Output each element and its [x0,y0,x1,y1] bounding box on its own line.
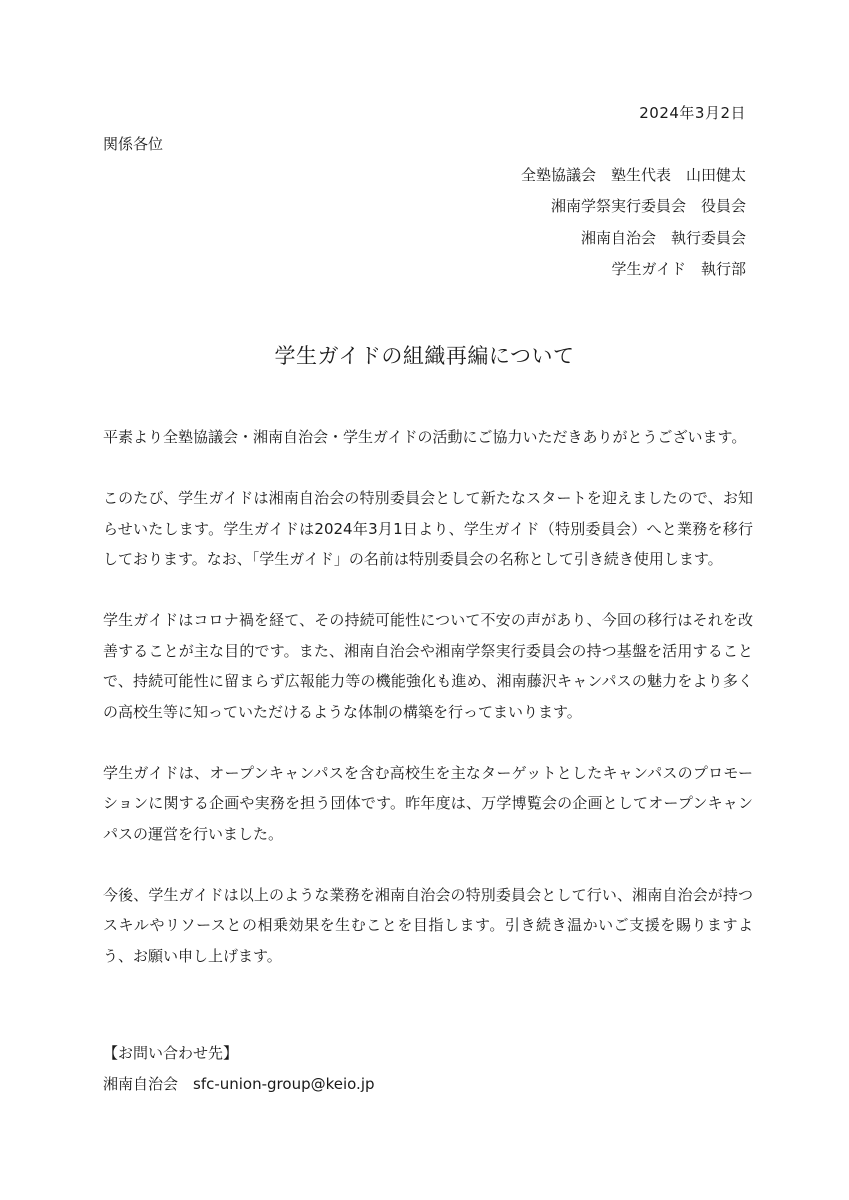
contact-heading: 【お問い合わせ先】 [103,1044,239,1062]
body-paragraph: 平素より全塾協議会・湘南自治会・学生ガイドの活動にご協力いただきありがとうございます。 [103,428,747,446]
sender-line: 全塾協議会 塾生代表 山田健太 [520,166,746,184]
body-paragraph: 学生ガイドは、オープンキャンパスを含む高校生を主なターゲットとしたキャンパスのプロモーションに関する企画や実務を担う団体です。昨年度は、万学博覧会の企画としてオープンキャンパスの運営を行いました。 [103,763,753,843]
document-date: 2024年3月2日 [639,104,746,122]
sender-line: 学生ガイド 執行部 [611,259,746,278]
contact-email-line[interactable]: 湘南自治会 sfc-union-group@keio.jp [103,1075,375,1093]
body-paragraph: このたび、学生ガイドは湘南自治会の特別委員会として新たなスタートを迎えましたので、お知らせいたします。学生ガイドは2024年3月1日より、学生ガイド（特別委員会）へと業務を移行しております。なお、「学生ガイド」の名前は特別委員会の名称として引き続き使用します。 [103,489,753,568]
document-body [103,422,753,1002]
contact-section [103,1038,375,1100]
addressee: 関係各位 [103,135,164,153]
body-paragraph: 今後、学生ガイドは以上のような業務を湘南自治会の特別委員会として行い、湘南自治会が持つスキルやリソースとの相乗効果を生むことを目指します。引き続き温かいご支援を賜りますよう、お願い申し上げます。 [103,885,753,965]
sender-line: 湘南学祭実行委員会 役員会 [550,197,746,216]
body-paragraph: 学生ガイドはコロナ禍を経て、その持続可能性について不安の声があり、今回の移行はそれを改善することが主な目的です。また、湘南自治会や湘南学祭実行委員会の持つ基盤を活用することで、持続可能性に留まらず広報能力等の機能強化も進め、湘南藤沢キャンパスの魅力をより多くの高校生等に知っていただけるような体制の構築を行ってまいります。 [103,611,753,721]
document-title: 学生ガイドの組織再編について [274,344,575,368]
sender-list [521,160,746,285]
sender-line: 湘南自治会 執行委員会 [580,228,746,247]
